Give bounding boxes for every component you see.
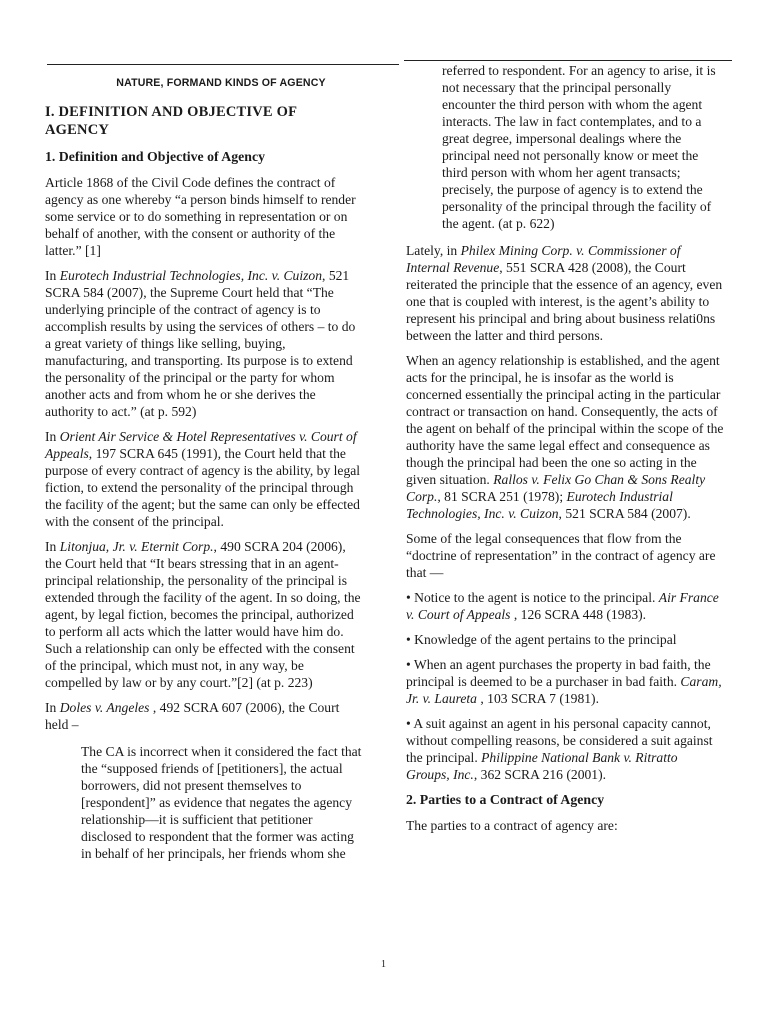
case-citation: Philex Mining Corp. v. Commissioner of Internal Revenue xyxy=(406,243,681,275)
paragraph-legal-consequences: Some of the legal consequences that flow from the “doctrine of representation” in the contract of agency are that — xyxy=(406,531,716,580)
top-rule-left xyxy=(47,64,399,65)
case-citation: Orient Air Service & Hotel Representatives v. Court of Appeals xyxy=(45,429,357,461)
bullet-knowledge: • Knowledge of the agent pertains to the principal xyxy=(406,632,677,647)
subsection-title-definition: 1. Definition and Objective of Agency xyxy=(45,149,265,164)
left-column xyxy=(45,72,363,870)
paragraph-article-1868: Article 1868 of the Civil Code defines the contract of agency as one whereby “a person binds himself to render some service or to do something in representation or on behalf of another, with the consent or authority of the latter.” [1] xyxy=(45,175,356,258)
paragraph-doles: In Doles v. Angeles , 492 SCRA 607 (2006), the Court held – xyxy=(45,700,340,732)
block-quote-doles-part-1: The CA is incorrect when it considered the fact that the “supposed friends of [petitioners], the actual borrowers, did not present themselves to [respondent]” as evidence that negates the agency relationship—it is sufficient that petitioner disclosed to respondent that the former was acting in behalf of her principals, her friends whom she xyxy=(81,744,362,861)
paragraph-agency-established: When an agency relationship is established, and the agent acts for the principal, he is insofar as the world is concerned essentially the principal acting in the particular contract or transaction on hand. Consequently, the acts of the agent on behalf of the principal within the scope of the authority have the same legal effect and consequence as though the principal had been the one so acting in the given situation. Rallos v. Felix Go Chan & Sons Realty Corp., 81 SCRA 251 (1978); Eurotech Industrial Technologies, Inc. v. Cuizon, 521 SCRA 584 (2007). xyxy=(406,353,724,521)
block-quote-doles-part-2: referred to respondent. For an agency to arise, it is not necessary that the principal personally encounter the third person with whom the agent interacts. The law in fact contemplates, and to a great degree, impersonal dealings where the principal need not personally know or meet the third person with whom her agent transacts; precisely, the purpose of agency is to extend the personality of the principal through the facility of the agent. (at p. 622) xyxy=(442,63,716,231)
case-citation: Eurotech Industrial Technologies, Inc. v. Cuizon xyxy=(59,268,323,283)
bullet-suit-against-agent: • A suit against an agent in his personal capacity cannot, without compelling reasons, be considered a suit against the principal. Philippine National Bank v. Ritratto Groups, Inc., 362 SCRA 216 (2001). xyxy=(406,716,713,782)
paragraph-eurotech: In Eurotech Industrial Technologies, Inc. v. Cuizon, 521 SCRA 584 (2007), the Supreme Court held that “The underlying principle of the contract of agency is to accomplish results by using the services of others – to do a great variety of things like selling, buying, manufacturing, and transporting. Its purpose is to extend the personality of the principal or the party for whom another acts and from whom he or she derives the authority to act.” (at p. 592) xyxy=(45,268,356,419)
case-citation: Caram, Jr. v. Laureta xyxy=(406,674,722,706)
paragraph-litonjua: In Litonjua, Jr. v. Eternit Corp., 490 SCRA 204 (2006), the Court held that “It bears stressing that in an agent-principal relationship, the personality of the principal is extended through the facility of the agent. In so doing, the agent, by legal fiction, becomes the principal, authorized to perform all acts which the latter would have him do. Such a relationship can only be effected with the consent of the principal, which must not, in any way, be compelled by law or by any court.”[2] (at p. 223) xyxy=(45,539,361,690)
paragraph-philex: Lately, in Philex Mining Corp. v. Commissioner of Internal Revenue, 551 SCRA 428 (2008), the Court reiterated the principle that the essence of an agency, even one that is coupled with interest, is the agent’s ability to represent his principal and bring about business relati0ns between the latter and third persons. xyxy=(406,243,723,343)
case-citation: Eurotech Industrial Technologies, Inc. v. Cuizon xyxy=(406,489,673,521)
case-citation: Rallos v. Felix Go Chan & Sons Realty Corp. xyxy=(406,472,706,504)
case-citation: Doles v. Angeles xyxy=(59,700,150,715)
subsection-title-parties: 2. Parties to a Contract of Agency xyxy=(406,792,605,807)
paragraph-orient-air: In Orient Air Service & Hotel Representatives v. Court of Appeals, 197 SCRA 645 (1991), the Court held that the purpose of every contract of agency is the ability, by legal fiction, to extend the personality of the principal through the facility of the agent; but the same can only be effected with the consent of the principal. xyxy=(45,429,361,529)
bullet-notice: • Notice to the agent is notice to the principal. Air France v. Court of Appeals , 126 SCRA 448 (1983). xyxy=(406,590,719,622)
bullet-bad-faith: • When an agent purchases the property in bad faith, the principal is deemed to be a purchaser in bad faith. Caram, Jr. v. Laureta , 103 SCRA 7 (1981). xyxy=(406,657,722,706)
case-citation: Litonjua, Jr. v. Eternit Corp. xyxy=(59,539,214,554)
case-citation: Air France v. Court of Appeals xyxy=(406,590,719,622)
document-heading: NATURE, FORMAND KINDS OF AGENCY xyxy=(116,77,326,89)
right-column xyxy=(406,62,724,842)
section-title: I. DEFINITION AND OBJECTIVE OF AGENCY xyxy=(45,104,297,138)
case-citation: Philippine National Bank v. Ritratto Groups, Inc. xyxy=(406,750,678,782)
page-number: 1 xyxy=(381,959,386,970)
top-rule-right xyxy=(404,60,732,61)
paragraph-parties: The parties to a contract of agency are: xyxy=(406,818,618,833)
